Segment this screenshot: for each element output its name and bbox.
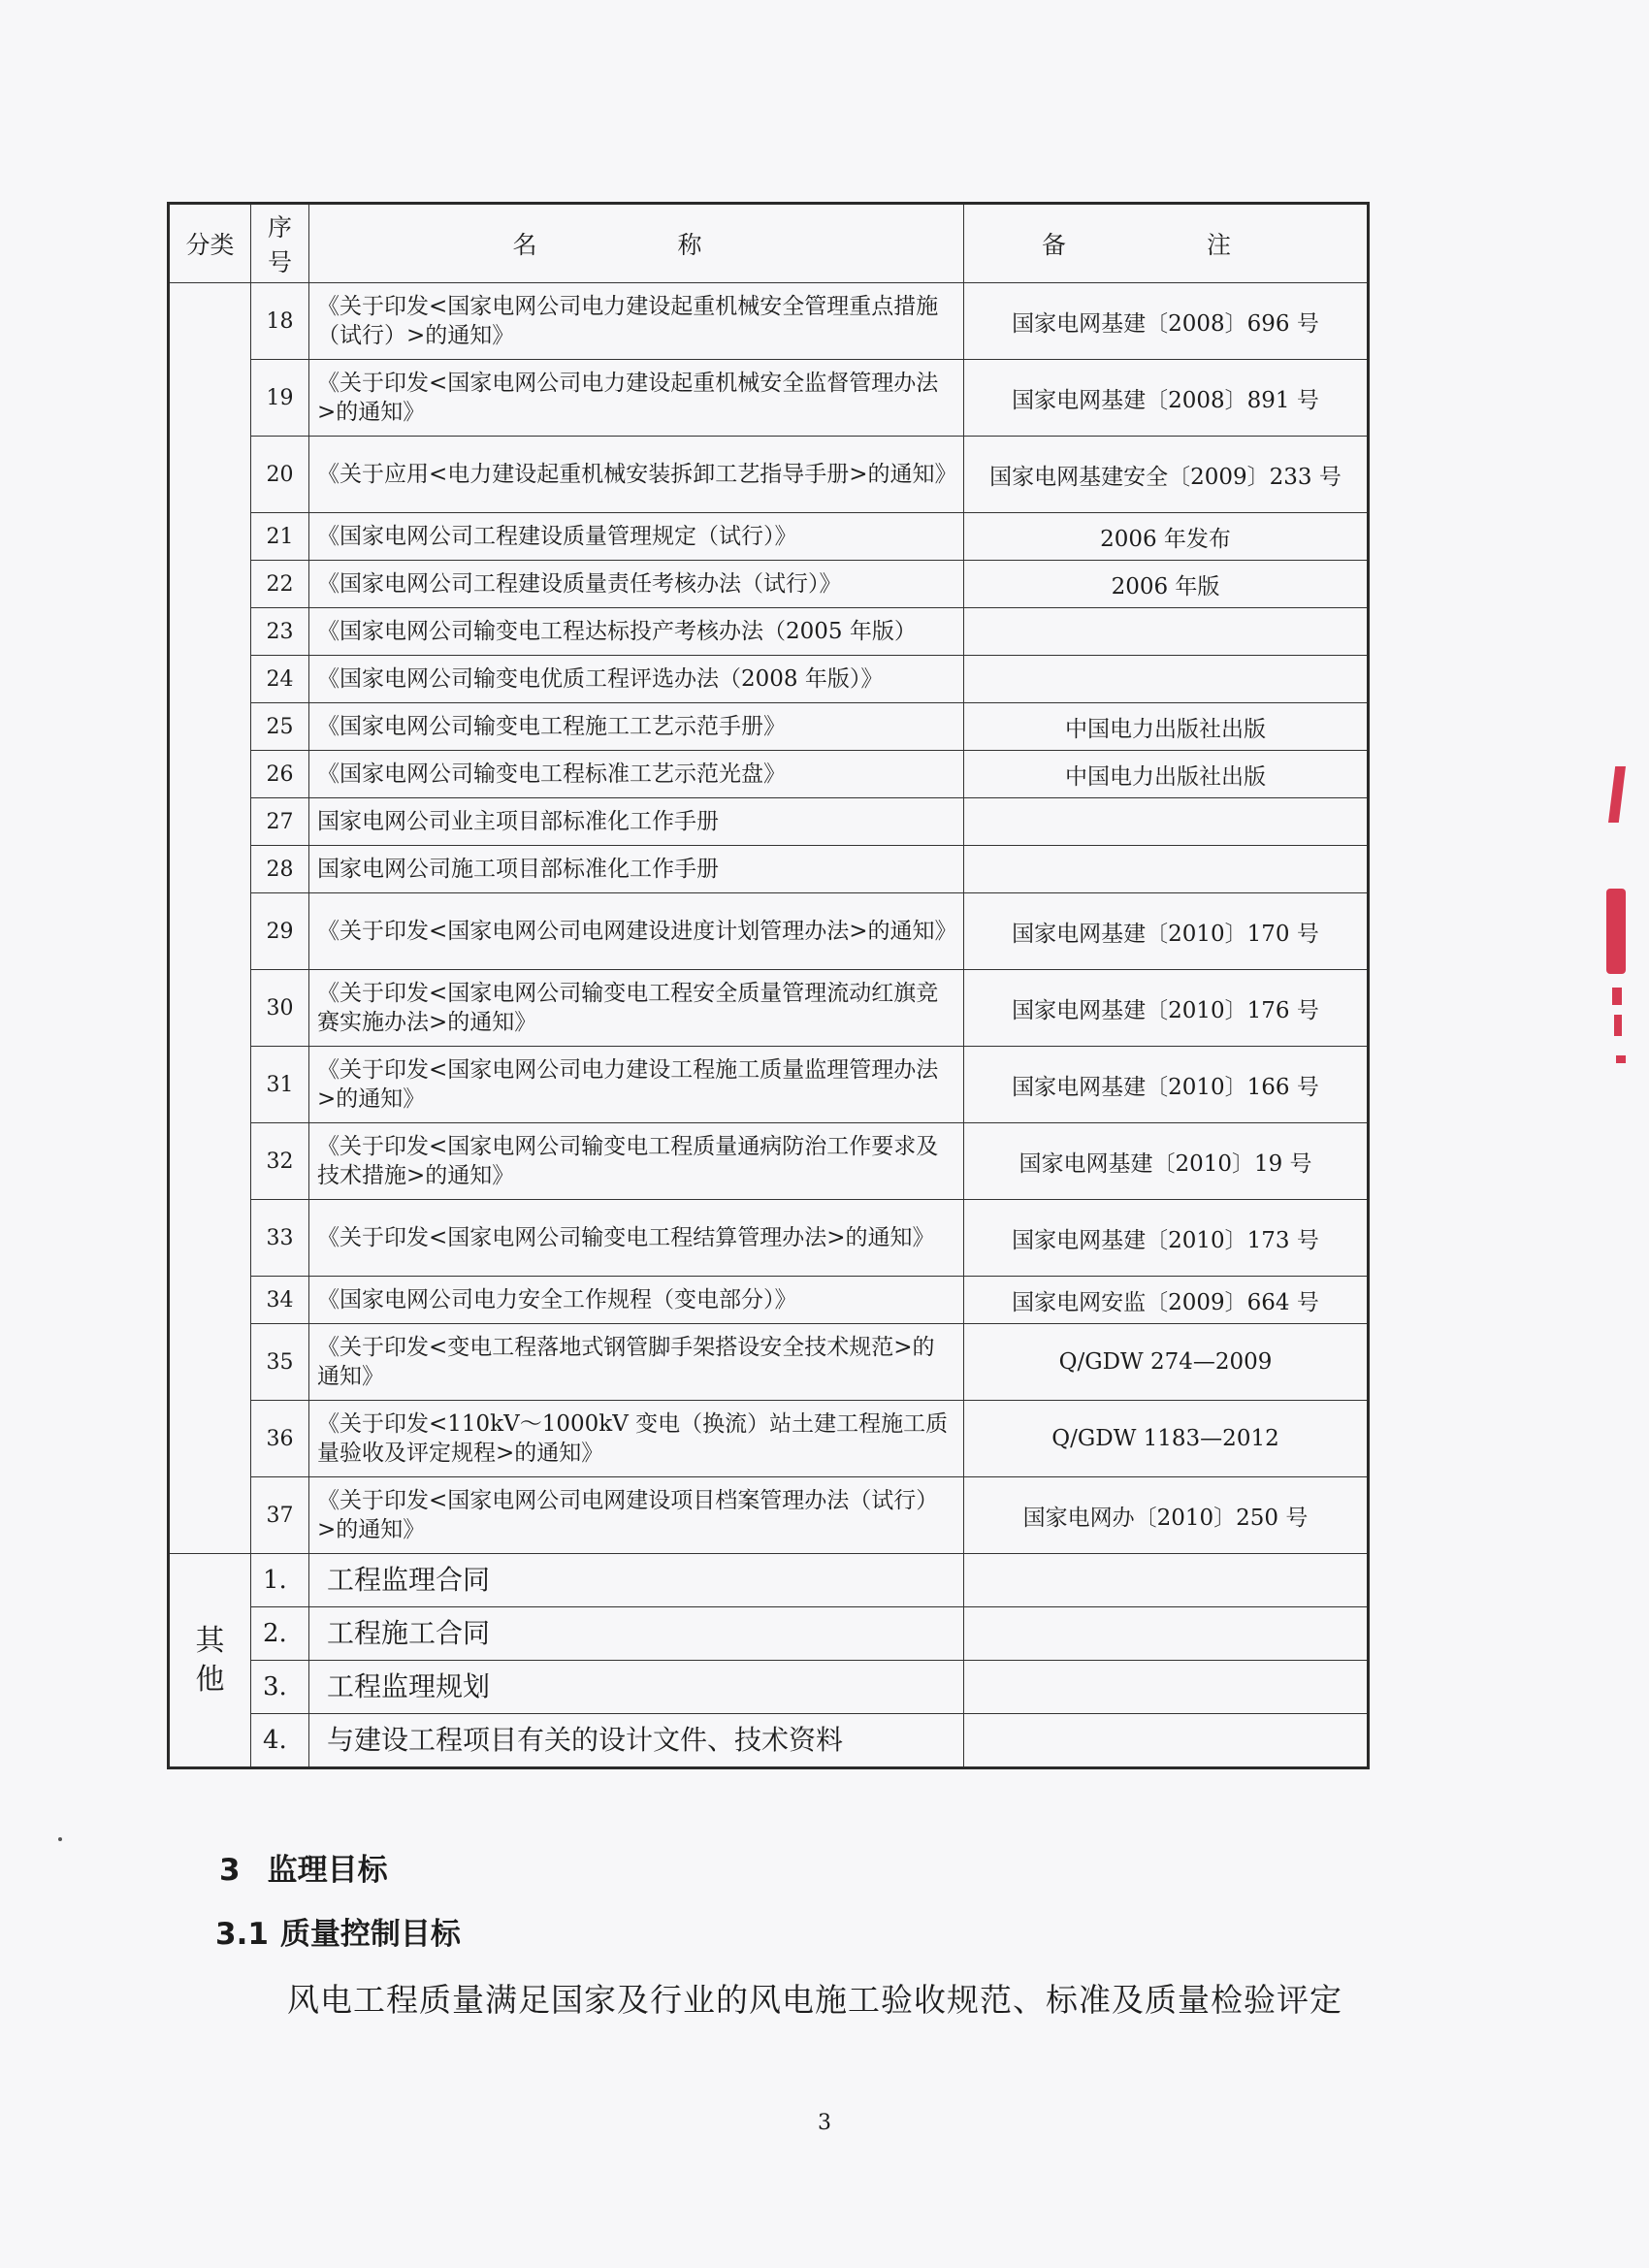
row-number: 25 [251,703,309,751]
row-name: 《关于印发<国家电网公司电力建设起重机械安全监督管理办法>的通知》 [309,360,964,437]
row-name: 《国家电网公司输变电工程施工工艺示范手册》 [309,703,964,751]
table-row-other [169,1714,1369,1768]
row-note: 2006 年发布 [964,513,1369,561]
category-other-label: 其他 [195,1623,225,1697]
table-row [169,437,1369,513]
header-note: 备 注 [964,204,1369,283]
row-name: 《国家电网公司电力安全工作规程（变电部分）》 [309,1277,964,1324]
table-row [169,513,1369,561]
table-row-other [169,1554,1369,1607]
row-note: 国家电网基建〔2010〕173 号 [964,1200,1369,1277]
row-number: 1. [251,1554,309,1607]
table-row [169,283,1369,360]
row-name: 《国家电网公司输变电工程标准工艺示范光盘》 [309,751,964,798]
row-note: Q/GDW 274—2009 [964,1324,1369,1401]
row-number: 20 [251,437,309,513]
row-number: 30 [251,970,309,1047]
section-title: 监理目标 [267,1853,388,1888]
row-note [964,1607,1369,1661]
body-paragraph: 风电工程质量满足国家及行业的风电施工验收规范、标准及质量检验评定 [287,1981,1342,2019]
row-name: 《关于印发<国家电网公司输变电工程结算管理办法>的通知》 [309,1200,964,1277]
row-name: 《关于印发<110kV～1000kV 变电（换流）站土建工程施工质量验收及评定规程>的通知》 [309,1401,964,1477]
row-note [964,846,1369,893]
category-cell-continued [169,283,251,1554]
header-category: 分类 [169,204,251,283]
row-name: 《国家电网公司工程建设质量责任考核办法（试行）》 [309,561,964,608]
table-row [169,798,1369,846]
row-number: 35 [251,1324,309,1401]
row-name: 工程监理规划 [309,1661,964,1714]
row-note [964,608,1369,656]
row-number: 26 [251,751,309,798]
row-number: 19 [251,360,309,437]
row-name: 《关于印发<国家电网公司电力建设工程施工质量监理管理办法>的通知》 [309,1047,964,1123]
row-number: 36 [251,1401,309,1477]
row-note: 国家电网基建〔2010〕170 号 [964,893,1369,970]
header-number: 序号 [251,204,309,283]
row-number: 18 [251,283,309,360]
table-row [169,1324,1369,1401]
row-number: 33 [251,1200,309,1277]
row-note: 中国电力出版社出版 [964,703,1369,751]
row-name: 《国家电网公司输变电工程达标投产考核办法（2005 年版） [309,608,964,656]
row-number: 32 [251,1123,309,1200]
table-row [169,360,1369,437]
header-name: 名 称 [309,204,964,283]
row-name: 工程监理合同 [309,1554,964,1607]
row-name: 《关于应用<电力建设起重机械安装拆卸工艺指导手册>的通知》 [309,437,964,513]
row-number: 22 [251,561,309,608]
row-name: 《国家电网公司输变电优质工程评选办法（2008 年版）》 [309,656,964,703]
row-name: 《关于印发<国家电网公司电网建设项目档案管理办法（试行）>的通知》 [309,1477,964,1554]
row-number: 21 [251,513,309,561]
row-name: 工程施工合同 [309,1607,964,1661]
section-heading-3 [219,1845,388,1889]
scan-speck [58,1837,62,1841]
row-note [964,798,1369,846]
row-number: 3. [251,1661,309,1714]
row-note: 国家电网基建〔2008〕891 号 [964,360,1369,437]
table-row [169,893,1369,970]
row-note: 国家电网基建〔2010〕176 号 [964,970,1369,1047]
red-seal-edge-icon [1602,766,1628,1073]
subsection-title: 质量控制目标 [279,1917,461,1952]
row-number: 27 [251,798,309,846]
row-number: 34 [251,1277,309,1324]
table-row [169,1200,1369,1277]
row-name: 《关于印发<国家电网公司输变电工程质量通病防治工作要求及技术措施>的通知》 [309,1123,964,1200]
table-row [169,751,1369,798]
row-name: 国家电网公司业主项目部标准化工作手册 [309,798,964,846]
page-number: 3 [818,2111,831,2135]
row-note [964,1661,1369,1714]
table-row [169,608,1369,656]
table-row [169,1047,1369,1123]
table-row [169,1277,1369,1324]
row-name: 《关于印发<国家电网公司输变电工程安全质量管理流动红旗竞赛实施办法>的通知》 [309,970,964,1047]
row-note: 国家电网基建〔2010〕19 号 [964,1123,1369,1200]
table-row [169,703,1369,751]
row-note: 国家电网基建〔2008〕696 号 [964,283,1369,360]
row-note: 国家电网基建〔2010〕166 号 [964,1047,1369,1123]
table-row [169,1123,1369,1200]
row-name: 与建设工程项目有关的设计文件、技术资料 [309,1714,964,1768]
row-note [964,1554,1369,1607]
row-name: 《关于印发<变电工程落地式钢管脚手架搭设安全技术规范>的通知》 [309,1324,964,1401]
subsection-number: 3.1 [215,1917,269,1952]
row-number: 24 [251,656,309,703]
row-number: 37 [251,1477,309,1554]
row-note: 国家电网办〔2010〕250 号 [964,1477,1369,1554]
row-number: 29 [251,893,309,970]
row-note: 国家电网安监〔2009〕664 号 [964,1277,1369,1324]
table-row [169,656,1369,703]
row-note: 国家电网基建安全〔2009〕233 号 [964,437,1369,513]
row-name: 国家电网公司施工项目部标准化工作手册 [309,846,964,893]
row-note: Q/GDW 1183—2012 [964,1401,1369,1477]
table-row [169,1401,1369,1477]
regulations-table [167,202,1370,1769]
section-heading-3-1 [215,1909,461,1953]
row-note: 2006 年版 [964,561,1369,608]
row-number: 28 [251,846,309,893]
table-row [169,846,1369,893]
row-number: 4. [251,1714,309,1768]
table-row [169,561,1369,608]
table-row-other [169,1607,1369,1661]
section-number: 3 [219,1853,241,1888]
row-name: 《关于印发<国家电网公司电力建设起重机械安全管理重点措施（试行）>的通知》 [309,283,964,360]
row-number: 23 [251,608,309,656]
row-note [964,1714,1369,1768]
row-number: 31 [251,1047,309,1123]
table-header-row [169,204,1369,283]
table-row-other [169,1661,1369,1714]
table-row [169,1477,1369,1554]
table-row [169,970,1369,1047]
row-note: 中国电力出版社出版 [964,751,1369,798]
row-name: 《国家电网公司工程建设质量管理规定（试行）》 [309,513,964,561]
row-name: 《关于印发<国家电网公司电网建设进度计划管理办法>的通知》 [309,893,964,970]
row-note [964,656,1369,703]
row-number: 2. [251,1607,309,1661]
category-other [169,1554,251,1768]
